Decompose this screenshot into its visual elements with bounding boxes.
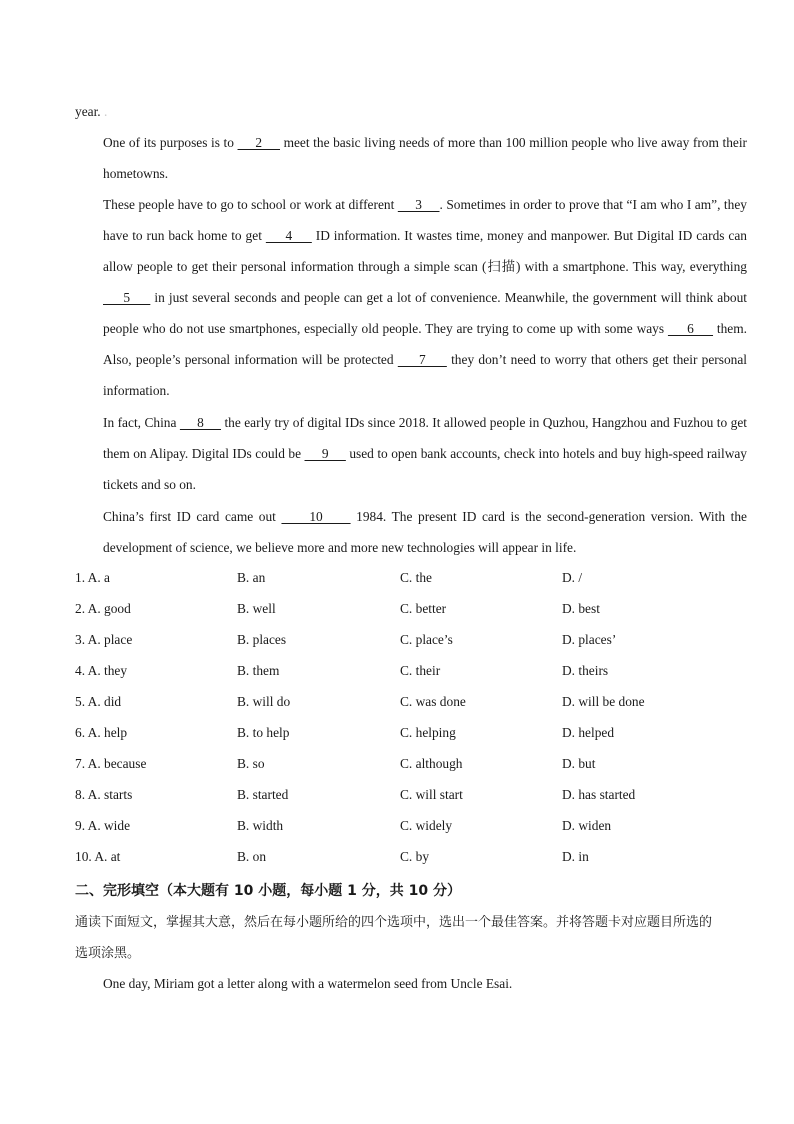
option-8-b: B. started [237, 787, 289, 802]
blank-7: 7 [397, 352, 447, 367]
passage-paragraph-3: In fact, China 8 the early try of digital IDs since 2018. It allowed people in Quzhou, Hangzhou and Fuzhou to get them on Alipay. Digital IDs could be 9 used to open bank accounts, check into hotels and buy high-speed railway tickets and so on. [103, 415, 748, 492]
option-9-a: 9. A. wide [75, 818, 131, 833]
option-6-a: 6. A. help [75, 725, 128, 740]
option-10-c: C. by [400, 849, 430, 864]
passage-paragraph-2: These people have to go to school or work at different 3 . Sometimes in order to prove that “I am who I am”, they have to run back home to get 4 ID information. It wastes time, money and manpower. But Digital ID cards can allow people to get their personal information through a simple scan (扫描) with a smartphone. This way, everything 5 in just several seconds and people can get a lot of convenience. Meanwhile, the government will think about people who do not use smartphones, especially old people. They are trying to come up with some ways 6 them. Also, people’s personal information will be protected 7 they don’t need to worry that others get their personal information. [103, 197, 748, 398]
option-7-d: D. but [562, 756, 596, 771]
option-6-c: C. helping [400, 725, 456, 740]
option-10-b: B. on [237, 849, 267, 864]
option-9-d: D. widen [562, 818, 612, 833]
option-8-a: 8. A. starts [75, 787, 133, 802]
blank-5: 5 [103, 290, 151, 305]
blank-6: 6 [667, 321, 714, 336]
blank-2: 2 [237, 135, 280, 150]
option-8-c: C. will start [400, 787, 463, 802]
option-6-d: D. helped [562, 725, 615, 740]
option-6-b: B. to help [237, 725, 290, 740]
option-8-d: D. has started [562, 787, 636, 802]
option-2-a: 2. A. good [75, 601, 131, 616]
option-10-d: D. in [562, 849, 589, 864]
option-1-d: D. / [562, 570, 583, 585]
section-2-first-line: One day, Miriam got a letter along with a watermelon seed from Uncle Esai. [103, 976, 513, 991]
passage-fragment-year: year. . [75, 104, 108, 119]
option-5-d: D. will be done [562, 694, 645, 709]
option-4-a: 4. A. they [75, 663, 128, 678]
blank-4: 4 [265, 228, 312, 243]
option-5-c: C. was done [400, 694, 466, 709]
passage-paragraph-1: One of its purposes is to 2 meet the basic living needs of more than 100 million people who live away from their hometowns. [103, 135, 748, 181]
option-2-c: C. better [400, 601, 447, 616]
option-7-c: C. although [400, 756, 463, 771]
option-3-c: C. place’s [400, 632, 453, 647]
section-2-instructions: 通读下面短文，掌握其大意，然后在每小题所给的四个选项中，选出一个最佳答案。并将答题卡对应题目所选的选项涂黑。 [75, 915, 713, 961]
option-3-b: B. places [237, 632, 287, 647]
option-3-a: 3. A. place [75, 632, 133, 647]
section-2-heading: 二、完形填空（本大题有 10 小题，每小题 1 分，共 10 分） [75, 883, 461, 899]
blank-10: 10 [281, 509, 351, 524]
option-7-a: 7. A. because [75, 756, 147, 771]
option-10-a: 10. A. at [75, 849, 121, 864]
option-2-b: B. well [237, 601, 276, 616]
option-1-c: C. the [400, 570, 432, 585]
option-3-d: D. places’ [562, 632, 617, 647]
option-1-b: B. an [237, 570, 266, 585]
passage-paragraph-4: China’s first ID card came out 10 1984. The present ID card is the second-generation version. With the development of science, we believe more and more new technologies will appear in life. [103, 509, 747, 555]
option-9-b: B. width [237, 818, 284, 833]
option-9-c: C. widely [400, 818, 453, 833]
blank-9: 9 [304, 446, 346, 461]
blank-3: 3 [397, 197, 440, 212]
blank-8: 8 [179, 415, 221, 430]
option-7-b: B. so [237, 756, 265, 771]
option-4-c: C. their [400, 663, 441, 678]
option-5-a: 5. A. did [75, 694, 122, 709]
option-4-b: B. them [237, 663, 280, 678]
option-2-d: D. best [562, 601, 600, 616]
stray-mark: . [100, 104, 108, 119]
option-5-b: B. will do [237, 694, 291, 709]
option-1-a: 1. A. a [75, 570, 110, 585]
option-4-d: D. theirs [562, 663, 609, 678]
